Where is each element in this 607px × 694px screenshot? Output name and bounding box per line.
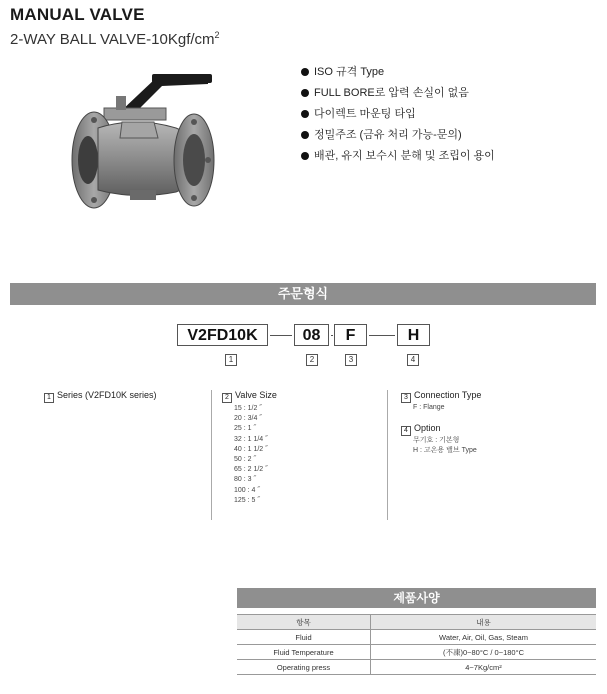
legend-series: 1 Series (V2FD10K series) [44, 390, 157, 403]
list-item: 무기호 : 기본형 [413, 437, 460, 444]
list-item: 25 : 1 ˝ [234, 425, 256, 433]
legend-number: 4 [401, 426, 411, 436]
list-item: 20 : 3/4 ˝ [234, 415, 262, 423]
list-item: 65 : 2 1/2 ˝ [234, 466, 268, 474]
list-item: 15 : 1/2 ˝ [234, 405, 262, 412]
legend-number: 2 [222, 393, 232, 403]
legend-valve-size: 2 Valve Size [222, 390, 277, 403]
column-header: 내용 [371, 615, 597, 630]
list-item: 80 : 3 ˝ [234, 476, 256, 484]
code-connection: F [334, 324, 367, 346]
code-series: V2FD10K [177, 324, 268, 346]
table-cell: (不凍)0~80°C / 0~180°C [371, 645, 597, 660]
code-dash [331, 335, 333, 336]
connection-list [413, 403, 445, 413]
list-item: 32 : 1 1/4 ˝ [234, 435, 268, 443]
valve-size-list [234, 404, 267, 506]
code-option: H [397, 324, 430, 346]
feature-item: 배관, 유지 보수시 분해 및 조립이 용이 [300, 146, 495, 167]
code-dash [270, 335, 292, 336]
page-title: MANUAL VALVE [10, 5, 145, 24]
page-subtitle: 2-WAY BALL VALVE-$10Kgf/cm^2$ [10, 30, 220, 48]
feature-item: FULL BORE로 압력 손실이 없음 [300, 83, 495, 104]
table-header-row [237, 615, 596, 630]
option-list [413, 436, 477, 456]
marker-1: 1 [225, 354, 237, 366]
legend-number: 1 [44, 393, 54, 403]
feature-item: 다이렉트 마운팅 타입 [300, 104, 495, 125]
feature-list [300, 62, 495, 167]
list-item: 100 : 4 ˝ [234, 486, 260, 494]
table-cell: Fluid [237, 630, 371, 645]
list-item: H : 고온용 밸브 Type [413, 447, 477, 455]
table-row [237, 660, 596, 675]
table-cell: Fluid Temperature [237, 645, 371, 660]
spec-table [237, 614, 596, 675]
table-row [237, 645, 596, 660]
list-item: 125 : 5 ˝ [234, 496, 260, 504]
order-format-heading: 주문형식 [10, 283, 596, 305]
feature-item: 정밀주조 (금유 처리 가능-문의) [300, 125, 495, 146]
marker-2: 2 [306, 354, 318, 366]
legend-number: 3 [401, 393, 411, 403]
list-item: 50 : 2 ˝ [234, 456, 256, 464]
legend-connection-type: 3 Connection Type [401, 390, 481, 403]
table-cell: Water, Air, Oil, Gas, Steam [371, 630, 597, 645]
code-dash [369, 335, 395, 336]
list-item: F : Flange [413, 404, 445, 411]
table-cell: 4~7Kg/cm² [371, 660, 597, 675]
column-divider [211, 390, 212, 520]
marker-4: 4 [407, 354, 419, 366]
ball-valve-image [58, 68, 258, 228]
feature-item: ISO 규격 Type [300, 62, 495, 83]
legend-option: 4 Option [401, 423, 441, 436]
code-size: 08 [294, 324, 329, 346]
list-item: 40 : 1 1/2 ˝ [234, 445, 268, 453]
spec-heading: 제품사양 [237, 588, 596, 608]
column-header: 항목 [237, 615, 371, 630]
table-cell: Operating press [237, 660, 371, 675]
table-row [237, 630, 596, 645]
column-divider [387, 390, 388, 520]
marker-3: 3 [345, 354, 357, 366]
